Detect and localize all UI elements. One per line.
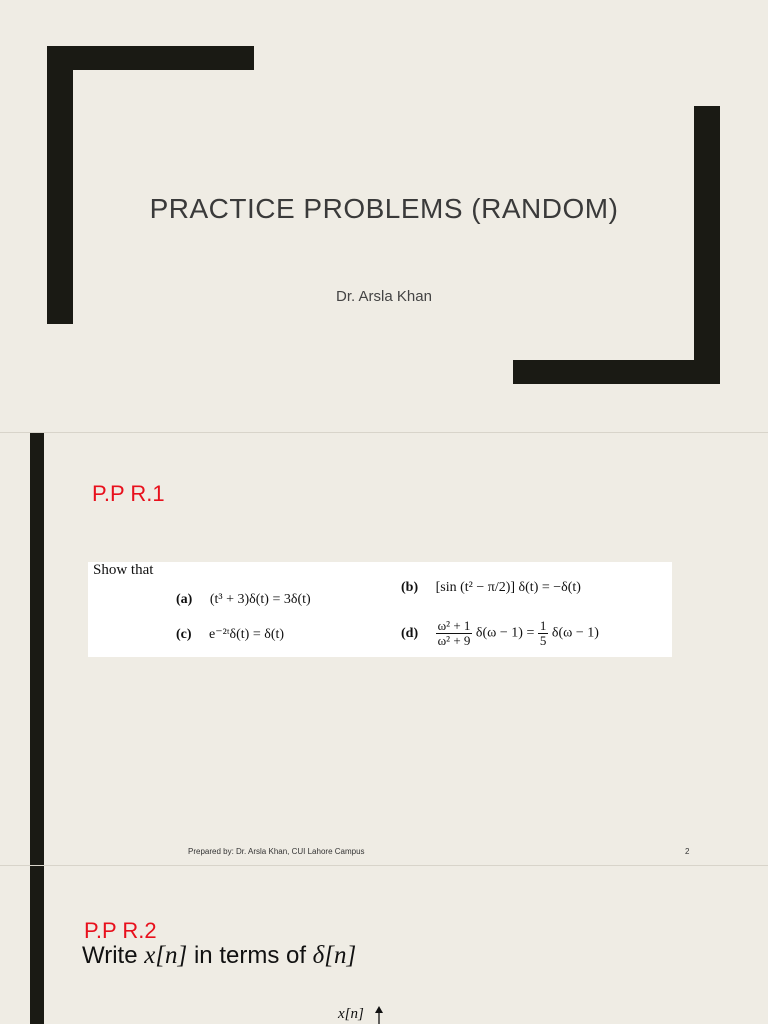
problem-heading: P.P R.2 [84, 918, 157, 943]
statement-prefix: Write [82, 942, 138, 969]
plot-y-axis-arrow [372, 1006, 386, 1024]
part-b [401, 580, 581, 596]
problem-slide-2 [0, 866, 768, 1024]
part-d-middle: δ(ω − 1) = [475, 625, 535, 641]
bottom-right-bracket-horizontal [513, 360, 720, 384]
problem-image [88, 562, 672, 657]
problem-statement [82, 942, 356, 970]
part-a [176, 592, 311, 608]
problem-intro: Show that [93, 562, 154, 578]
part-d-label: (d) [401, 625, 419, 641]
part-a-label: (a) [176, 592, 193, 607]
page-number: 2 [685, 847, 690, 856]
plot-y-axis-label: x[n] [338, 1006, 364, 1022]
accent-bar [30, 866, 44, 1024]
problem-slide-1 [0, 433, 768, 865]
part-b-label: (b) [401, 580, 419, 595]
part-a-equation: (t³ + 3)δ(t) = 3δ(t) [209, 592, 311, 607]
problem-heading: P.P R.1 [92, 481, 165, 506]
slide-footer: Prepared by: Dr. Arsla Khan, CUI Lahore Campus [188, 847, 365, 856]
part-c [176, 626, 284, 643]
part-c-equation: e⁻²ᵗδ(t) = δ(t) [209, 627, 285, 642]
accent-bar [30, 433, 44, 865]
statement-delta: δ[n] [312, 942, 357, 969]
bottom-right-bracket-vertical [694, 106, 720, 384]
slide-subtitle: Dr. Arsla Khan [336, 288, 432, 305]
statement-middle: in terms of [193, 942, 306, 969]
slide-title: PRACTICE PROBLEMS (RANDOM) [149, 193, 619, 224]
part-b-equation: [sin (t² − π/2)] δ(t) = −δ(t) [435, 580, 581, 595]
statement-signal: x[n] [144, 942, 188, 969]
part-d-fraction-2: $\frac{1}{5}$ [539, 618, 547, 648]
part-d [401, 619, 599, 648]
top-left-bracket-vertical [47, 46, 73, 324]
top-left-bracket-horizontal [47, 46, 254, 70]
title-slide [0, 0, 768, 432]
part-d-tail: δ(ω − 1) [551, 625, 599, 641]
part-c-label: (c) [176, 627, 192, 642]
part-d-fraction-1: $\frac{\text{ω² + 1}}{\text{ω² + 9}}$ [437, 618, 471, 648]
